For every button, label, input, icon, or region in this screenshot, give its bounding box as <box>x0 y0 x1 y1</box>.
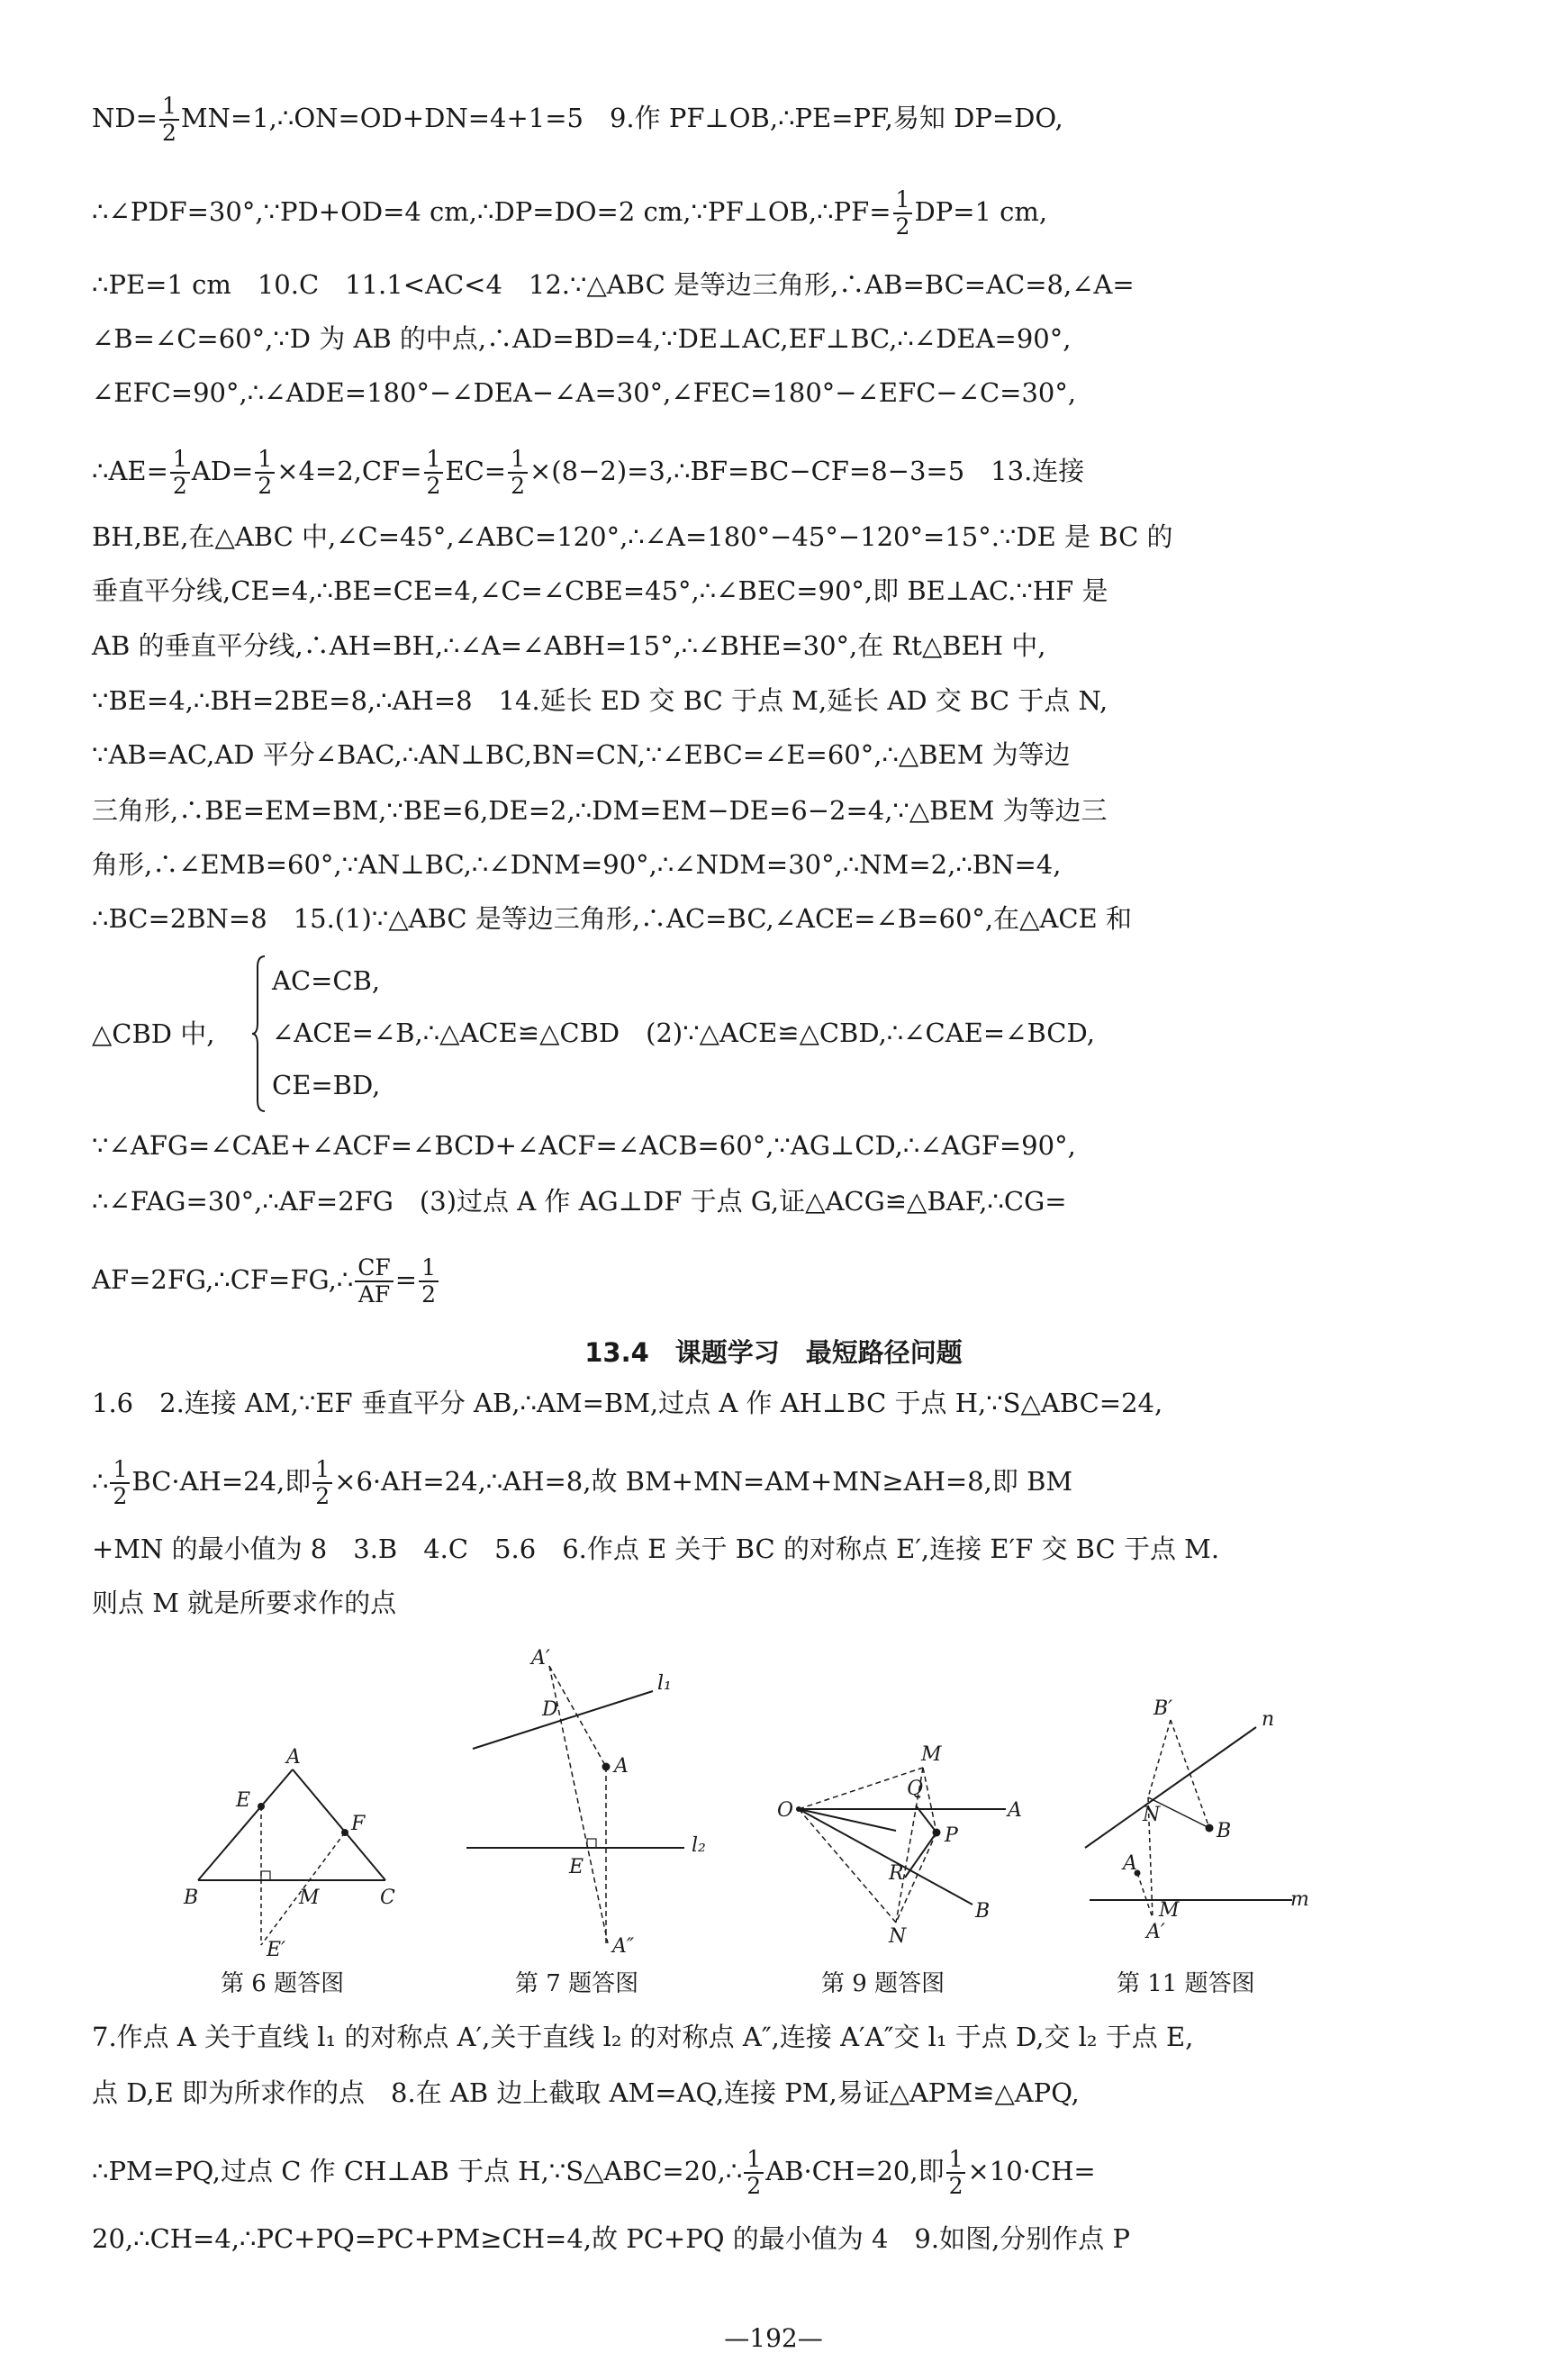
text-line: 1.6 2.连接 AM,∵EF 垂直平分 AB,∴AM=BM,过点 A 作 AH⊥BC 于点 H,∵S△ABC=24, <box>92 1388 1163 1418</box>
figure-11-caption: 第 11 题答图 <box>1117 1970 1255 1997</box>
fraction: $\frac{1}{2}$ <box>893 187 913 240</box>
label-F: F <box>351 1813 366 1835</box>
text-line <box>92 94 1461 146</box>
text-line: ∵BE=4,∴BH=2BE=8,∴AH=8 14.延长 ED 交 BC 于点 M,延长 AD 交 BC 于点 N, <box>92 685 1108 716</box>
label-A: A <box>1123 1852 1137 1875</box>
label-M: M <box>1159 1899 1180 1922</box>
fraction: $\frac{1}{2}$ <box>508 447 528 499</box>
label-B: B <box>184 1887 199 1909</box>
text-line: ∴PM=PQ,过点 C 作 CH⊥AB 于点 H,∵S△ABC=20,∴ $\frac{1}{2}$ AB·CH=20,即 $\frac{1}{2}$ ×10·CH= <box>92 2146 1096 2199</box>
text-line: 角形,∴∠EMB=60°,∵AN⊥BC,∴∠DNM=90°,∴∠NDM=30°,∴NM=2,∴BN=4, <box>92 849 1062 880</box>
fraction: $\frac{1}{2}$ <box>170 447 190 499</box>
text-line: ∴BC=2BN=8 15.(1)∵△ABC 是等边三角形,∴AC=BC,∠ACE=∠B=60°,在△ACE 和 <box>92 903 1132 934</box>
text-line <box>92 187 1461 240</box>
text-line: ∵AB=AC,AD 平分∠BAC,∴AN⊥BC,BN=CN,∵∠EBC=∠E=60°,∴△BEM 为等边 <box>92 739 1071 770</box>
label-C: C <box>380 1887 395 1909</box>
brace-icon <box>252 955 267 1113</box>
text-line: ∵∠AFG=∠CAE+∠ACF=∠BCD+∠ACF=∠ACB=60°,∵AG⊥CD,∴∠AGF=90°, <box>92 1130 1076 1161</box>
fraction: $\frac{1}{2}$ <box>255 447 275 499</box>
label-l2: l₂ <box>692 1834 706 1857</box>
text-segment: DP=1 cm, <box>914 196 1048 227</box>
text-line: BH,BE,在△ABC 中,∠C=45°,∠ABC=120°,∴∠A=180°−45°−120°=15°.∵DE 是 BC 的 <box>92 521 1173 552</box>
label-N: N <box>1143 1804 1161 1826</box>
label-E-prime: E′ <box>267 1939 286 1961</box>
text-line: 则点 M 就是所要求作的点 <box>92 1588 397 1618</box>
label-D: D <box>542 1698 558 1721</box>
label-E: E <box>569 1856 584 1878</box>
label-A: A <box>1008 1799 1022 1822</box>
fraction: $\frac{1}{2}$ <box>946 2147 966 2199</box>
text-line: ∴PE=1 cm 10.C 11.1<AC<4 12.∵△ABC 是等边三角形,∴AB=BC=AC=8,∠A= <box>92 269 1135 300</box>
brace-system: △CBD 中, AC=CB, ∠ACE=∠B,∴△ACE≌△CBD (2)∵△ACE≌△CBD,∴∠CAE=∠BCD, CE=BD, <box>92 955 1461 1117</box>
fraction: $\frac{1}{2}$ <box>424 447 444 499</box>
figure-9-caption: 第 9 题答图 <box>821 1970 945 1997</box>
label-B: B <box>1217 1820 1232 1842</box>
fraction: $\frac{1}{2}$ <box>159 94 179 146</box>
label-O: O <box>777 1799 794 1822</box>
text-line: 点 D,E 即为所求作的点 8.在 AB 边上截取 AM=AQ,连接 PM,易证△APM≌△APQ, <box>92 2077 1080 2108</box>
text-line: ∴AE= $\frac{1}{2}$ AD= $\frac{1}{2}$ ×4=2,CF= $\frac{1}{2}$ EC= $\frac{1}{2}$ ×(8−2)=3,∴BF=BC−CF=8−3=5 13.连接 <box>92 446 1085 499</box>
text-line: +MN 的最小值为 8 3.B 4.C 5.6 6.作点 E 关于 BC 的对称点 E′,连接 E′F 交 BC 于点 M. <box>92 1534 1220 1564</box>
fraction: $\frac{1}{2}$ <box>744 2147 764 2199</box>
page-number: —192— <box>724 2323 823 2353</box>
label-A-prime: A′ <box>531 1648 550 1670</box>
figure-6-caption: 第 6 题答图 <box>221 1970 345 1997</box>
label-P: P <box>945 1824 958 1847</box>
figure-7-caption: 第 7 题答图 <box>515 1970 639 1997</box>
label-m: m <box>1290 1888 1309 1911</box>
figure-7-diagram <box>459 1648 729 1972</box>
text-segment: ∴∠PDF=30°,∵PD+OD=4 cm,∴DP=DO=2 cm,∵PF⊥OB,∴PF= <box>92 196 891 227</box>
label-A: A <box>286 1747 301 1769</box>
text-line: ∠B=∠C=60°,∵D 为 AB 的中点,∴AD=BD=4,∵DE⊥AC,EF⊥BC,∴∠DEA=90°, <box>92 323 1072 354</box>
section-title: 13.4 课题学习 最短路径问题 <box>584 1337 963 1368</box>
label-M: M <box>921 1743 942 1766</box>
text-line: ∠EFC=90°,∴∠ADE=180°−∠DEA−∠A=30°,∠FEC=180°−∠EFC−∠C=30°, <box>92 377 1077 408</box>
text-line: ∴ $\frac{1}{2}$ BC·AH=24,即 $\frac{1}{2}$ ×6·AH=24,∴AH=8,故 BM+MN=AM+MN≥AH=8,即 BM <box>92 1456 1073 1509</box>
label-B: B <box>975 1900 991 1923</box>
text-line: 20,∴CH=4,∴PC+PQ=PC+PM≥CH=4,故 PC+PQ 的最小值为 4 9.如图,分别作点 P <box>92 2223 1131 2254</box>
text-line: 三角形,∴BE=EM=BM,∵BE=6,DE=2,∴DM=EM−DE=6−2=4,∵△BEM 为等边三 <box>92 795 1108 826</box>
figure-9-diagram <box>770 1742 1040 1959</box>
text-line: ∴∠FAG=30°,∴AF=2FG (3)过点 A 作 AG⊥DF 于点 G,证△ACG≌△BAF,∴CG= <box>92 1186 1067 1217</box>
figure-11-diagram <box>1076 1693 1310 1954</box>
label-R: R <box>889 1862 904 1885</box>
label-A: A <box>614 1755 629 1778</box>
fraction: $\frac{1}{2}$ <box>312 1457 332 1509</box>
label-Q: Q <box>907 1778 924 1800</box>
figure-6-diagram <box>180 1747 414 1963</box>
text-segment: MN=1,∴ON=OD+DN=4+1=5 9.作 PF⊥OB,∴PE=PF,易知 DP=DO, <box>180 103 1063 133</box>
label-A-prime: A′ <box>1146 1921 1165 1943</box>
label-n: n <box>1262 1708 1275 1731</box>
label-M: M <box>299 1887 320 1909</box>
fraction: $\frac{CF}{AF}$ <box>355 1255 393 1308</box>
label-N: N <box>889 1925 907 1948</box>
fraction: $\frac{1}{2}$ <box>419 1255 439 1308</box>
text-segment: ND= <box>92 103 158 133</box>
fraction: $\frac{1}{2}$ <box>110 1457 130 1509</box>
label-A-double-prime: A″ <box>612 1935 635 1958</box>
text-line: 7.作点 A 关于直线 l₁ 的对称点 A′,关于直线 l₂ 的对称点 A″,连接 A′A″交 l₁ 于点 D,交 l₂ 于点 E, <box>92 2022 1194 2052</box>
text-line: AF=2FG,∴CF=FG,∴ $\frac{CF}{AF}$ = $\frac{1}{2}$ <box>92 1255 1461 1308</box>
label-B-prime: B′ <box>1153 1697 1173 1720</box>
label-l1: l₁ <box>657 1672 672 1695</box>
text-line: AB 的垂直平分线,∴AH=BH,∴∠A=∠ABH=15°,∴∠BHE=30°,在 Rt△BEH 中, <box>92 630 1046 661</box>
text-line: 垂直平分线,CE=4,∴BE=CE=4,∠C=∠CBE=45°,∴∠BEC=90°,即 BE⊥AC.∵HF 是 <box>92 575 1108 606</box>
label-E: E <box>236 1789 251 1812</box>
